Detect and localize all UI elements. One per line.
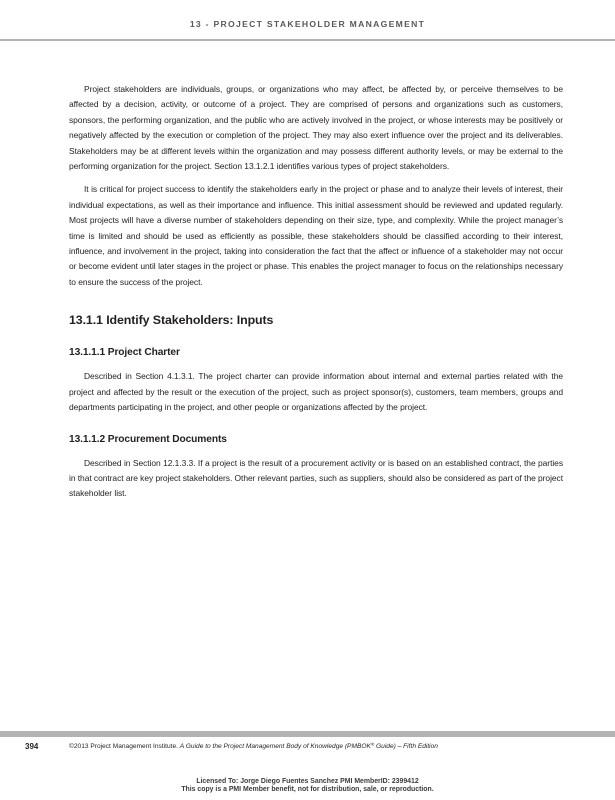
running-header-title: 13 - PROJECT STAKEHOLDER MANAGEMENT [189, 19, 426, 29]
license-line-2: This copy is a PMI Member benefit, not for distribution, sale, or reproduction. [181, 786, 434, 793]
subsection-text-procurement-documents: Described in Section 12.1.3.3. If a project is the result of a procurement activity or is based on an established contract, the parties in that contract are key project stakeholders. Other relevant parties, such as suppliers, should also be considered as part of the project stakeholder list. [69, 457, 563, 499]
section-heading: 13.1.1 Identify Stakeholders: Inputs [69, 313, 274, 328]
header-divider [0, 39, 615, 41]
body-paragraph-2: It is critical for project success to identify the stakeholders early in the project or phase and to analyze their levels of interest, their individual expectations, as well as their importance and influence. This initial assessment should be reviewed and updated regularly. Most projects will have a diverse number of stakeholders depending on their size, type, and complexity. While the project manager’s time is limited and should be used as efficiently as possible, these stakeholders should be classified according to their interest, influence, and involvement in the project, taking into consideration the fact that the affect or influence of a stakeholder may not occur or become evident until later stages in the project or phase. This enables the project manager to focus on the relationships necessary to ensure the success of the project. [69, 184, 563, 287]
copyright-line [69, 742, 589, 750]
subsection-heading-procurement-documents: 13.1.1.2 Procurement Documents [69, 433, 227, 445]
page-number: 394 [25, 742, 39, 751]
page-content [69, 82, 563, 510]
subsection-text-project-charter: Described in Section 4.1.3.1. The project charter can provide information about internal and external parties related with the project and affected by the result or the execution of the project, such as project sponsor(s), customers, team members, groups and departments participating in the project, and other people or organizations affected by the project. [69, 371, 563, 413]
registered-mark: ® [370, 742, 375, 747]
footer-divider [0, 731, 615, 737]
license-line-1: Licensed To: Jorge Diego Fuentes Sanchez PMI MemberID: 2399412 [196, 778, 419, 785]
body-paragraph-1: Project stakeholders are individuals, groups, or organizations who may affect, be affected by, or perceive themselves to be affected by a decision, activity, or outcome of a project. They are comprised of persons and organizations such as customers, sponsors, the performing organization, and the public who are actively involved in the project, or whose interests may be positively or negatively affected by the execution or completion of the project. They may also exert influence over the project and its deliverables. Stakeholders may be at different levels within the organization and may possess different authority levels, or may be external to the performing organization for the project. Section 13.1.2.1 identifies various types of project stakeholders. [69, 84, 563, 172]
subsection-heading-project-charter: 13.1.1.1 Project Charter [69, 347, 180, 359]
copyright-prefix: ©2013 Project Management Institute. [69, 743, 180, 750]
page-header [0, 0, 615, 40]
copyright-book-title: A Guide to the Project Management Body of Knowledge (PMBOK® Guide) – Fifth Edition [179, 742, 438, 750]
